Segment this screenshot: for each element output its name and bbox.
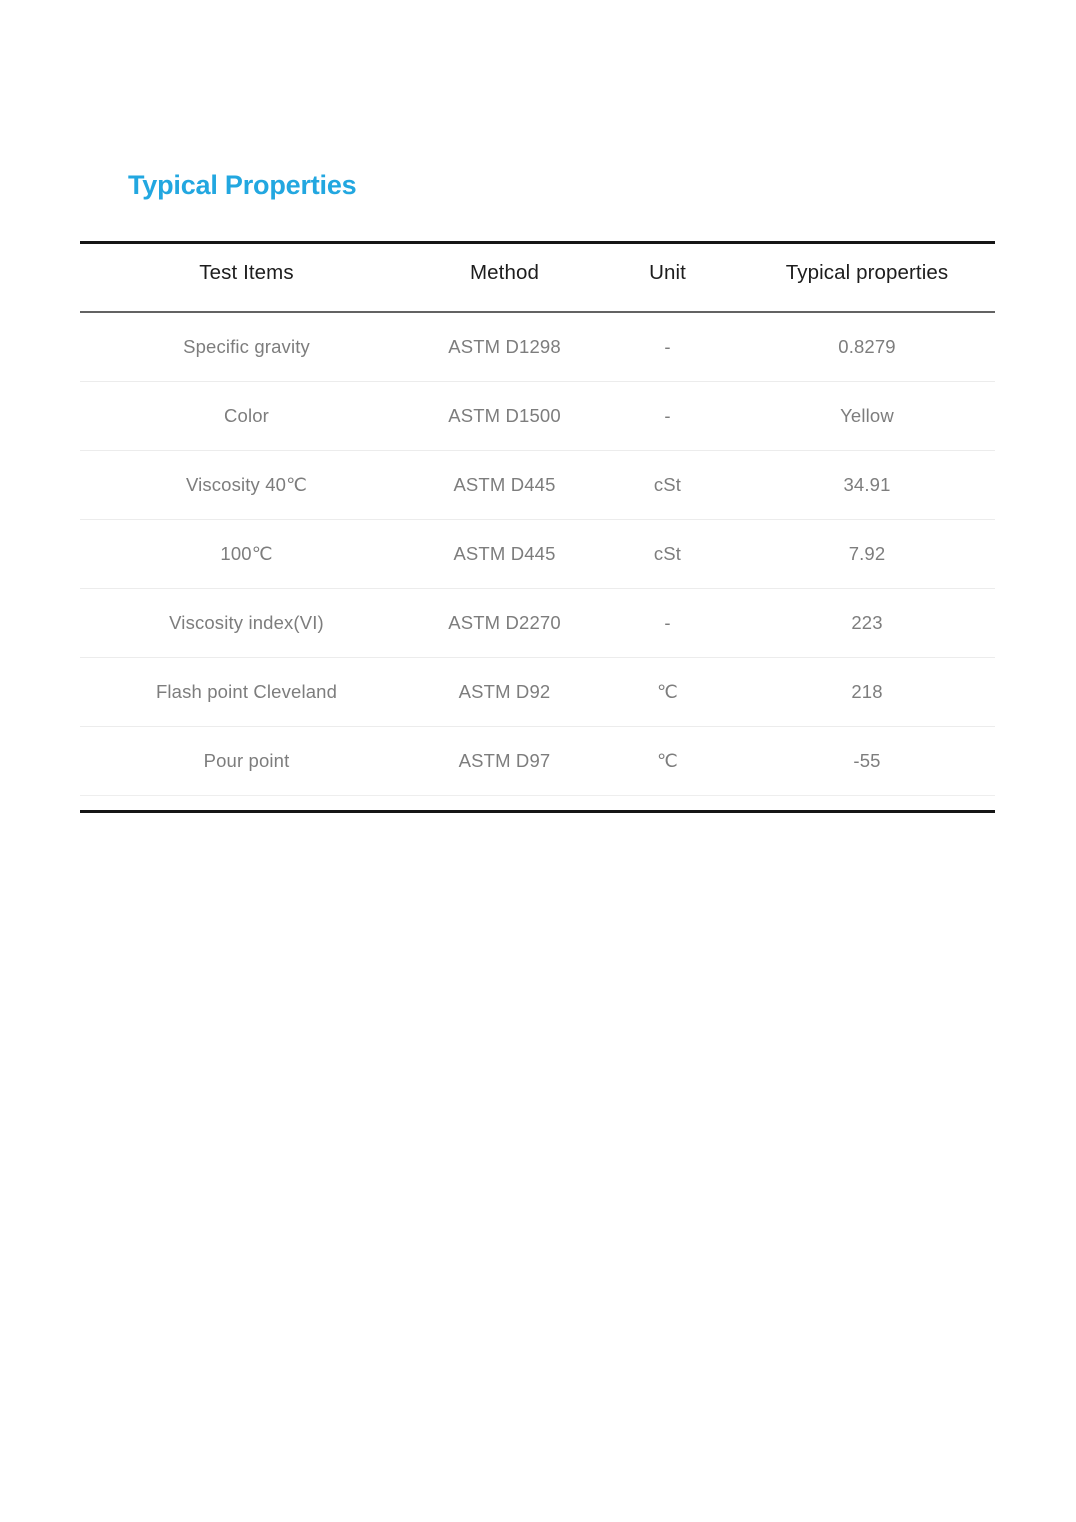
cell-test-item: Pour point bbox=[203, 750, 290, 771]
cell-test-item: Viscosity 40℃ bbox=[80, 451, 413, 520]
table-bottom-hairline bbox=[80, 795, 995, 796]
cell-unit: ℃ bbox=[596, 658, 739, 727]
cell-method: ASTM D1298 bbox=[413, 312, 596, 382]
table-row bbox=[80, 520, 995, 589]
cell-test-item: 100℃ bbox=[80, 520, 413, 589]
cell-value: 0.8279 bbox=[739, 312, 995, 382]
cell-method: ASTM D97 bbox=[458, 750, 551, 771]
cell-unit: cSt bbox=[596, 451, 739, 520]
typical-properties-table-container bbox=[80, 241, 995, 813]
table-row bbox=[80, 382, 995, 451]
cell-method: ASTM D445 bbox=[413, 451, 596, 520]
cell-method: ASTM D445 bbox=[413, 520, 596, 589]
cell-unit: - bbox=[596, 589, 739, 658]
table-bottom-rule bbox=[80, 810, 995, 813]
cell-value: 223 bbox=[739, 589, 995, 658]
cell-unit: ℃ bbox=[657, 750, 678, 771]
table-row bbox=[80, 727, 995, 796]
column-header-test-items: Test Items bbox=[80, 243, 413, 313]
table-row bbox=[80, 589, 995, 658]
table-row bbox=[80, 451, 995, 520]
cell-test-item: Viscosity index(VI) bbox=[80, 589, 413, 658]
cell-unit: - bbox=[596, 312, 739, 382]
cell-value: 218 bbox=[739, 658, 995, 727]
page-title: Typical Properties bbox=[128, 170, 357, 200]
cell-method: ASTM D1500 bbox=[413, 382, 596, 451]
column-header-typical-properties: Typical properties bbox=[739, 243, 995, 313]
cell-value: Yellow bbox=[739, 382, 995, 451]
cell-value: 7.92 bbox=[739, 520, 995, 589]
typical-properties-table bbox=[80, 241, 995, 795]
cell-test-item: Specific gravity bbox=[80, 312, 413, 382]
cell-method: ASTM D2270 bbox=[413, 589, 596, 658]
cell-unit: - bbox=[596, 382, 739, 451]
table-header bbox=[80, 243, 995, 313]
cell-value: -55 bbox=[853, 750, 881, 771]
table-row bbox=[80, 312, 995, 382]
column-header-method: Method bbox=[413, 243, 596, 313]
table-header-row bbox=[80, 243, 995, 313]
cell-unit: cSt bbox=[596, 520, 739, 589]
table-body bbox=[80, 312, 995, 795]
cell-method: ASTM D92 bbox=[413, 658, 596, 727]
table-row bbox=[80, 658, 995, 727]
cell-test-item: Flash point Cleveland bbox=[80, 658, 413, 727]
column-header-unit: Unit bbox=[596, 243, 739, 313]
cell-test-item: Color bbox=[80, 382, 413, 451]
cell-value: 34.91 bbox=[739, 451, 995, 520]
